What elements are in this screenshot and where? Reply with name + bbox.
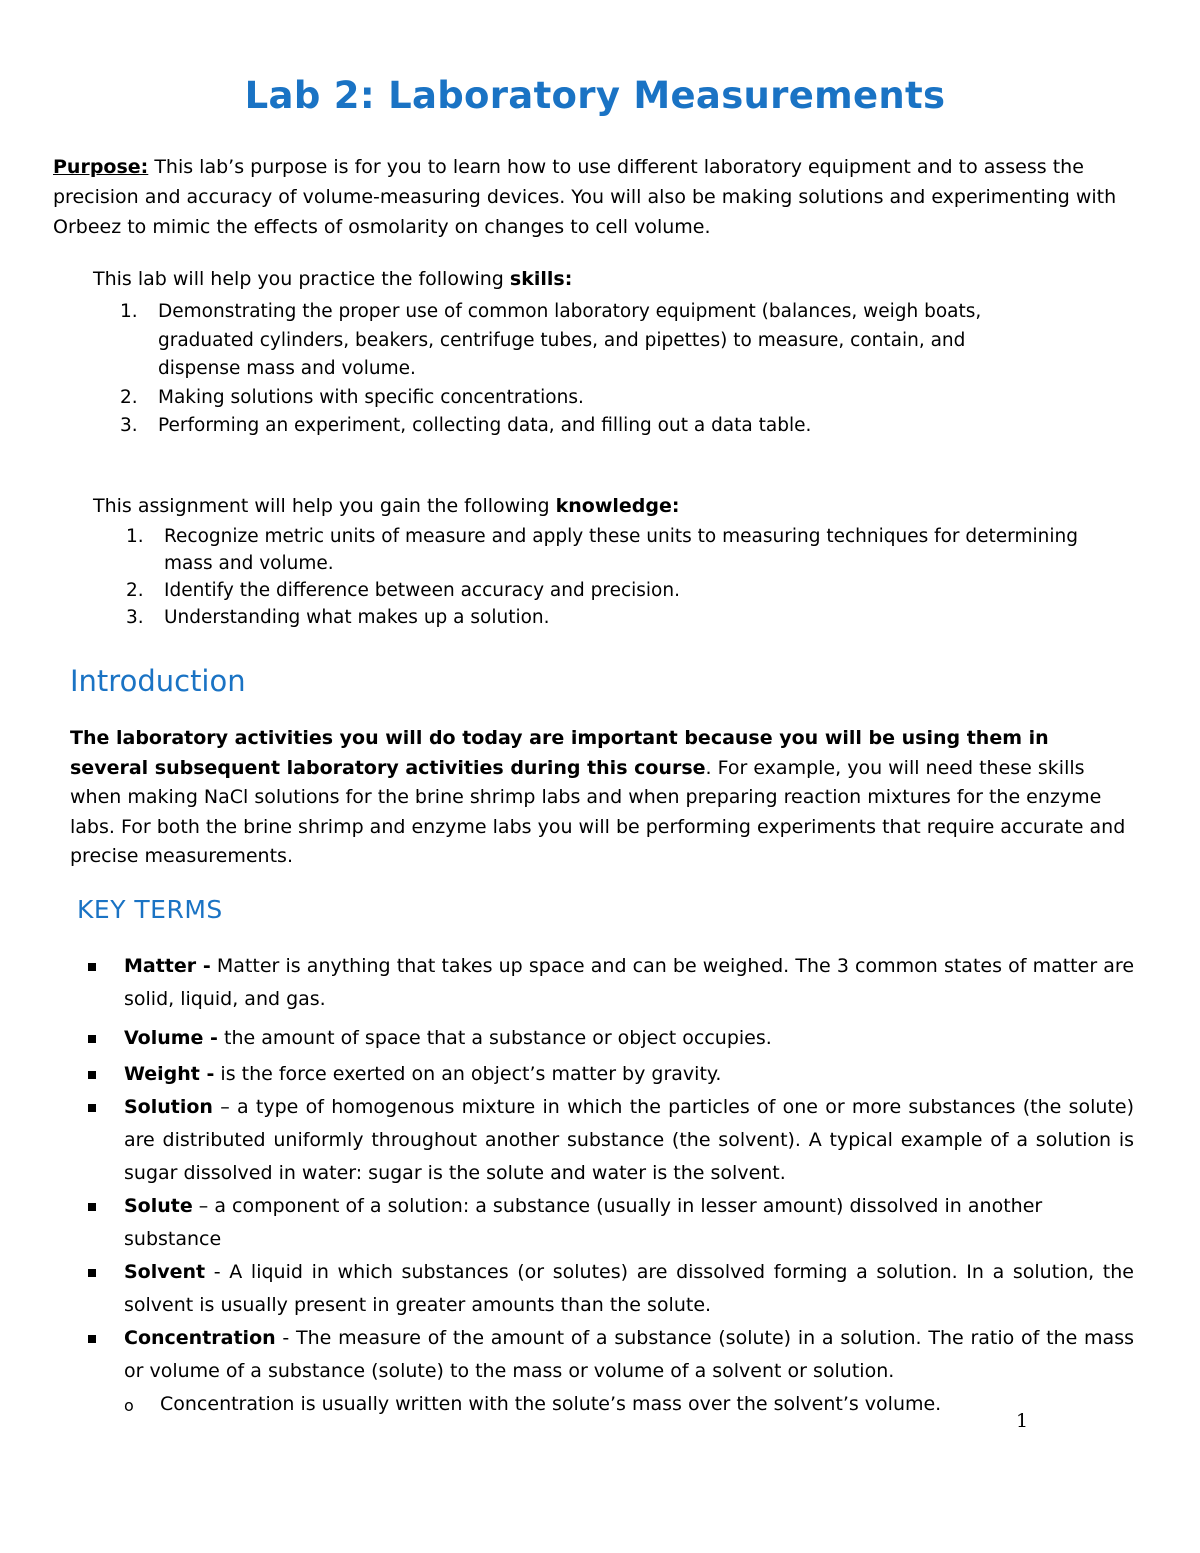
introduction-bold-text: The laboratory activities you will do today are important because you will be using them in several subsequent laboratory activities during this course xyxy=(70,727,1049,779)
skills-intro-text: This lab will help you practice the following xyxy=(93,268,510,290)
document-title: Lab 2: Laboratory Measurements xyxy=(244,74,946,117)
square-bullet-icon xyxy=(88,1035,96,1043)
skills-keyword: skills: xyxy=(509,268,573,290)
list-number: 3. xyxy=(126,607,144,628)
list-item-text: Making solutions with specific concentrations. xyxy=(158,386,584,408)
square-bullet-icon xyxy=(88,1071,96,1079)
key-terms-list xyxy=(88,950,1134,1421)
square-bullet-icon xyxy=(88,1104,96,1112)
square-bullet-icon xyxy=(88,1335,96,1343)
term-definition: – a component of a solution: a substance (usually in lesser amount) dissolved in another substance xyxy=(124,1195,1043,1250)
sub-item-text: Concentration is usually written with the solute’s mass over the solvent’s volume. xyxy=(160,1393,942,1415)
term-definition: Matter is anything that takes up space and can be weighed. The 3 common states of matter are solid, liquid, and gas. xyxy=(124,955,1135,1010)
term-definition: is the force exerted on an object’s matter by gravity. xyxy=(214,1063,722,1085)
list-item xyxy=(126,523,1126,577)
term-label: Solution xyxy=(124,1096,213,1118)
square-bullet-icon xyxy=(88,1203,96,1211)
term-definition: – a type of homogenous mixture in which the particles of one or more substances (the solute) are distributed uniformly throughout another substance (the solvent). A typical example of a solution is sugar dissolved in water: sugar is the solute and water is the solvent. xyxy=(124,1096,1134,1184)
list-item xyxy=(126,604,1126,631)
skills-list xyxy=(120,298,1020,441)
list-number: 2. xyxy=(126,580,144,601)
list-number: 2. xyxy=(120,386,138,408)
list-item xyxy=(88,1058,1134,1091)
list-item xyxy=(120,384,1020,413)
introduction-text: . For example, you will need these skills when making NaCl solutions for the brine shrimp labs and when preparing reaction mixtures for the enzyme labs. For both the brine shrimp and enzyme labs you will be performing experiments that require accurate and precise measurements. xyxy=(70,756,1126,867)
list-item xyxy=(88,1256,1134,1322)
sub-list-item xyxy=(88,1388,1134,1421)
square-bullet-icon xyxy=(88,1269,96,1277)
list-item xyxy=(88,950,1134,1016)
list-number: 1. xyxy=(120,301,138,322)
list-item-text: Identify the difference between accuracy and precision. xyxy=(164,580,680,601)
list-item xyxy=(88,1022,1134,1055)
list-item-text: Recognize metric units of measure and apply these units to measuring techniques for determining mass and volume. xyxy=(164,526,1078,574)
term-label: Concentration xyxy=(124,1327,276,1349)
purpose-paragraph xyxy=(53,152,1143,242)
square-bullet-icon xyxy=(88,963,96,971)
page-number: 1 xyxy=(1016,1410,1029,1432)
knowledge-keyword: knowledge: xyxy=(555,495,680,517)
term-label: Solvent xyxy=(124,1261,206,1283)
hollow-circle-bullet-icon: o xyxy=(124,1396,134,1415)
term-label: Weight - xyxy=(124,1063,215,1085)
introduction-heading: Introduction xyxy=(70,664,246,698)
purpose-text: This lab’s purpose is for you to learn how to use different laboratory equipment and to assess the precision and accuracy of volume-measuring devices. You will also be making solutions and experimenting with Orbeez to mimic the effects of osmolarity on changes to cell volume. xyxy=(53,156,1117,238)
term-definition: - A liquid in which substances (or solutes) are dissolved forming a solution. In a solution, the solvent is usually present in greater amounts than the solute. xyxy=(124,1261,1134,1316)
knowledge-list xyxy=(126,523,1126,631)
list-item-text: Understanding what makes up a solution. xyxy=(164,607,550,628)
term-definition: - The measure of the amount of a substance (solute) in a solution. The ratio of the mass or volume of a substance (solute) to the mass or volume of a solvent or solution. xyxy=(124,1327,1134,1382)
list-item xyxy=(120,298,1020,384)
introduction-paragraph xyxy=(70,724,1130,872)
list-item-text: Performing an experiment, collecting data, and filling out a data table. xyxy=(158,415,812,436)
list-item xyxy=(126,577,1126,604)
list-item xyxy=(88,1190,1134,1256)
list-item xyxy=(88,1322,1134,1388)
list-item xyxy=(120,412,1020,441)
list-number: 1. xyxy=(126,526,144,547)
term-label: Solute xyxy=(124,1195,193,1217)
knowledge-intro xyxy=(93,495,680,517)
term-definition: the amount of space that a substance or object occupies. xyxy=(217,1027,772,1049)
term-label: Volume - xyxy=(124,1027,218,1049)
purpose-label: Purpose: xyxy=(53,156,149,178)
list-item-text: Demonstrating the proper use of common laboratory equipment (balances, weigh boats, graduated cylinders, beakers, centrifuge tubes, and pipettes) to measure, contain, and dispense mass and volume. xyxy=(158,301,982,379)
list-number: 3. xyxy=(120,415,138,436)
term-label: Matter - xyxy=(124,955,211,977)
key-terms-heading: KEY TERMS xyxy=(77,895,223,924)
list-item xyxy=(88,1091,1134,1190)
skills-intro xyxy=(93,268,572,290)
knowledge-intro-text: This assignment will help you gain the following xyxy=(93,495,556,517)
